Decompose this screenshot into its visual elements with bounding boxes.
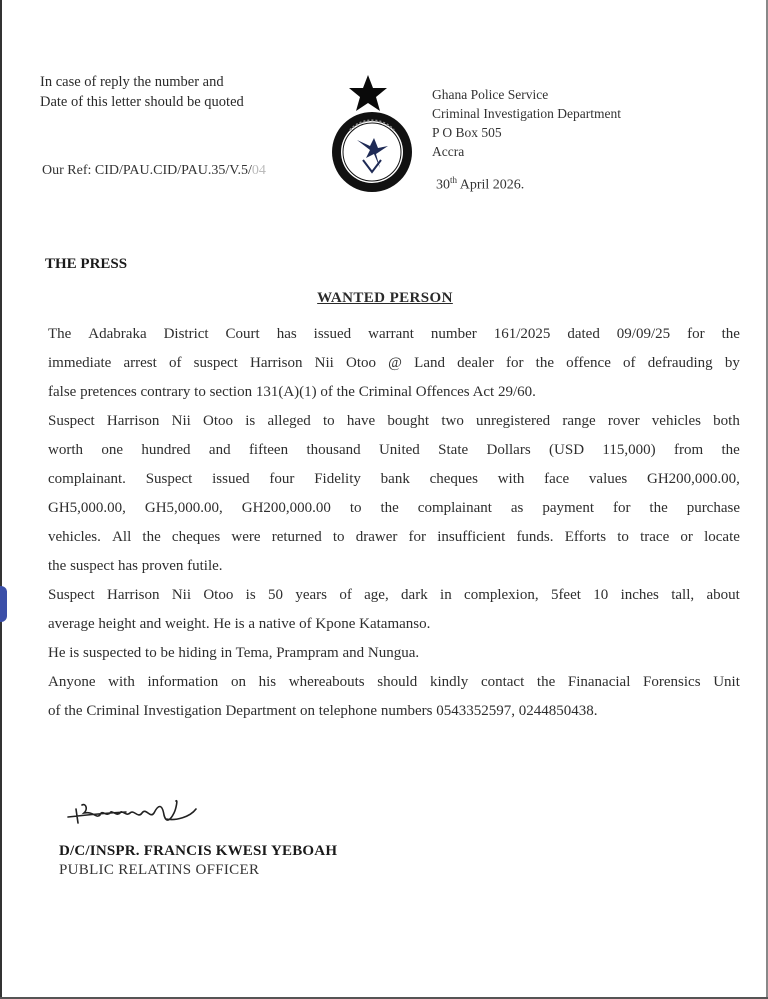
signatory-name: D/C/INSPR. FRANCIS KWESI YEBOAH (59, 843, 338, 859)
body-line: Anyone with information on his whereabouts should kindly contact the Finanacial Forensics Unit (48, 674, 740, 690)
body-line: GH5,000.00, GH5,000.00, GH200,000.00 to the complainant as payment for the purchase (48, 500, 740, 516)
ref-value-faded: 04 (251, 163, 266, 178)
ref-value: CID/PAU.CID/PAU.35/V.5/ (94, 163, 252, 178)
body-line: immediate arrest of suspect Harrison Nii Otoo @ Land dealer for the offence of defrauding by (48, 355, 740, 371)
heading-text: WANTED PERSON (317, 290, 453, 306)
date-suffix: th (450, 175, 458, 185)
body-line: Suspect Harrison Nii Otoo is 50 years of age, dark in complexion, 5feet 10 inches tall, about (48, 587, 740, 603)
body-line: vehicles. All the cheques were returned to drawer for insufficient funds. Efforts to trace or locate (48, 529, 740, 545)
address-line-4: Accra (432, 144, 465, 159)
date-day: 30 (436, 177, 450, 193)
document-heading (0, 290, 768, 307)
recipient: THE PRESS (45, 256, 128, 272)
reference-number (42, 163, 266, 179)
address-line-2: Criminal Investigation Department (432, 106, 621, 121)
black-star-icon (348, 74, 388, 112)
police-seal-icon (330, 110, 414, 194)
body-line: of the Criminal Investigation Department on telephone numbers 0543352597, 0244850438. (48, 703, 598, 719)
address-line-1: Ghana Police Service (432, 87, 549, 102)
date-rest: April 2026. (457, 177, 525, 193)
scan-edge-mark (0, 586, 7, 622)
body-line: the suspect has proven futile. (48, 558, 223, 574)
body-line: He is suspected to be hiding in Tema, Prampram and Nungua. (48, 645, 420, 661)
body-line: Suspect Harrison Nii Otoo is alleged to have bought two unregistered range rover vehicles both (48, 413, 740, 429)
body-line: average height and weight. He is a native of Kpone Katamanso. (48, 616, 431, 632)
body-line: worth one hundred and fifteen thousand United State Dollars (USD 115,000) from the (48, 442, 740, 458)
body-line: The Adabraka District Court has issued warrant number 161/2025 dated 09/09/25 for the (48, 326, 740, 342)
letter-date (436, 175, 524, 194)
address-line-3: P O Box 505 (432, 125, 502, 140)
signatory-title: PUBLIC RELATINS OFFICER (59, 862, 260, 878)
handwritten-signature (66, 795, 206, 835)
page-left-border (0, 0, 2, 999)
ref-label: Our Ref: (42, 163, 92, 178)
letter-body (48, 320, 740, 726)
reply-note (40, 72, 244, 112)
body-line: false pretences contrary to section 131(A)(1) of the Criminal Offences Act 29/60. (48, 384, 536, 400)
body-line: complainant. Suspect issued four Fidelity bank cheques with face values GH200,000.00, (48, 471, 740, 487)
reply-note-line-2: Date of this letter should be quoted (40, 94, 244, 110)
sender-address (432, 85, 621, 161)
reply-note-line-1: In case of reply the number and (40, 74, 224, 90)
